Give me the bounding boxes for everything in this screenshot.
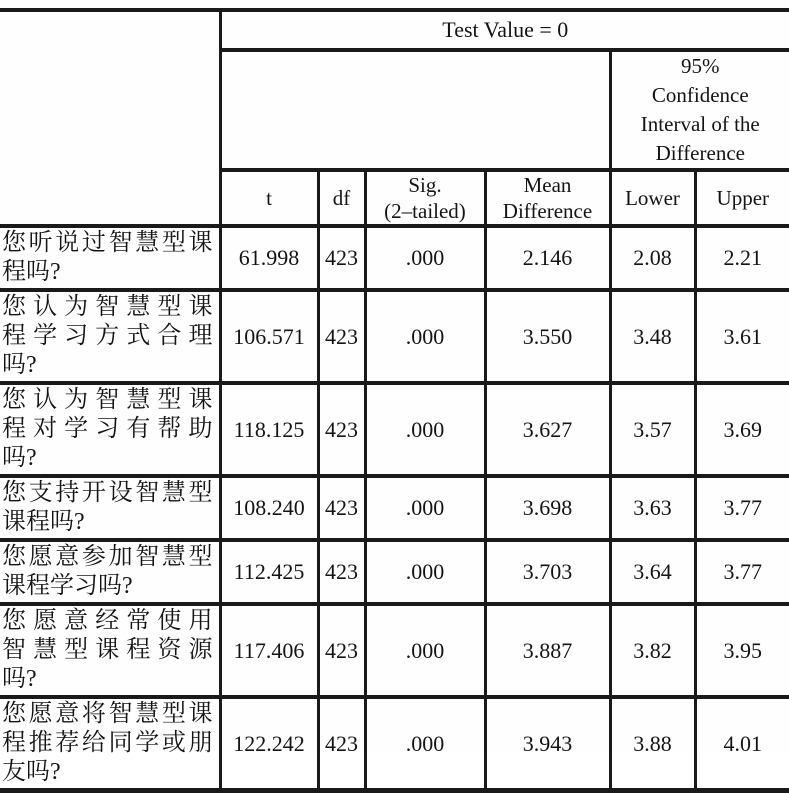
- t-cell: 118.125: [220, 383, 318, 476]
- row-label-cell: 您 认 为 智 慧 型 课 程 学 习 方 式 合 理 吗?: [0, 290, 220, 383]
- table-row: [0, 476, 789, 540]
- t-cell: 106.571: [220, 290, 318, 383]
- lower-cell: 3.82: [610, 604, 695, 697]
- row-label-cell: 您 听 说 过 智 慧 型 课 程吗?: [0, 226, 220, 290]
- upper-cell: 3.95: [695, 604, 789, 697]
- mean-diff-cell: 2.146: [485, 226, 610, 290]
- mean-diff-cell: 3.943: [485, 697, 610, 791]
- sig-cell: .000: [365, 697, 485, 791]
- sig-cell: .000: [365, 383, 485, 476]
- row-label-cell: 您 愿 意 将 智 慧 型 课 程 推 荐 给 同 学 或 朋 友吗?: [0, 697, 220, 791]
- t-cell: 122.242: [220, 697, 318, 791]
- mean-diff-cell: 3.698: [485, 476, 610, 540]
- table-row: [0, 290, 789, 383]
- sig-cell: .000: [365, 290, 485, 383]
- sig-cell: .000: [365, 226, 485, 290]
- mean-diff-cell: 3.887: [485, 604, 610, 697]
- sig-cell: .000: [365, 604, 485, 697]
- table-row: [0, 226, 789, 290]
- row-label-cell: 您 愿 意 参 加 智 慧 型 课程学习吗?: [0, 540, 220, 604]
- col-header-df: df: [318, 170, 365, 226]
- empty-header-cell: [220, 50, 610, 170]
- df-cell: 423: [318, 383, 365, 476]
- test-value-header: Test Value = 0: [220, 10, 789, 50]
- upper-cell: 3.77: [695, 476, 789, 540]
- df-cell: 423: [318, 540, 365, 604]
- upper-cell: 3.61: [695, 290, 789, 383]
- col-header-lower: Lower: [610, 170, 695, 226]
- df-cell: 423: [318, 226, 365, 290]
- sig-cell: .000: [365, 540, 485, 604]
- upper-cell: 3.77: [695, 540, 789, 604]
- table-row: [0, 604, 789, 697]
- col-header-mean-difference: Mean Difference: [485, 170, 610, 226]
- lower-cell: 3.63: [610, 476, 695, 540]
- mean-diff-cell: 3.627: [485, 383, 610, 476]
- df-cell: 423: [318, 290, 365, 383]
- header-row-test-value: [0, 10, 789, 50]
- col-header-sig: Sig. (2–tailed): [365, 170, 485, 226]
- sig-cell: .000: [365, 476, 485, 540]
- t-cell: 108.240: [220, 476, 318, 540]
- lower-cell: 3.48: [610, 290, 695, 383]
- row-label-cell: 您 愿 意 经 常 使 用 智 慧 型 课 程 资 源 吗?: [0, 604, 220, 697]
- t-cell: 61.998: [220, 226, 318, 290]
- stub-header-cell: [0, 10, 220, 226]
- df-cell: 423: [318, 476, 365, 540]
- upper-cell: 4.01: [695, 697, 789, 791]
- col-header-t: t: [220, 170, 318, 226]
- t-cell: 112.425: [220, 540, 318, 604]
- table-row: [0, 383, 789, 476]
- lower-cell: 2.08: [610, 226, 695, 290]
- mean-diff-cell: 3.703: [485, 540, 610, 604]
- confidence-interval-header: 95% Confidence Interval of the Difference: [610, 50, 789, 170]
- table-row: [0, 697, 789, 791]
- row-label-cell: 您 认 为 智 慧 型 课 程 对 学 习 有 帮 助 吗?: [0, 383, 220, 476]
- upper-cell: 2.21: [695, 226, 789, 290]
- one-sample-t-test-table: [0, 8, 789, 793]
- upper-cell: 3.69: [695, 383, 789, 476]
- lower-cell: 3.57: [610, 383, 695, 476]
- df-cell: 423: [318, 604, 365, 697]
- table-row: [0, 540, 789, 604]
- lower-cell: 3.64: [610, 540, 695, 604]
- mean-diff-cell: 3.550: [485, 290, 610, 383]
- t-cell: 117.406: [220, 604, 318, 697]
- df-cell: 423: [318, 697, 365, 791]
- col-header-upper: Upper: [695, 170, 789, 226]
- lower-cell: 3.88: [610, 697, 695, 791]
- row-label-cell: 您 支 持 开 设 智 慧 型 课程吗?: [0, 476, 220, 540]
